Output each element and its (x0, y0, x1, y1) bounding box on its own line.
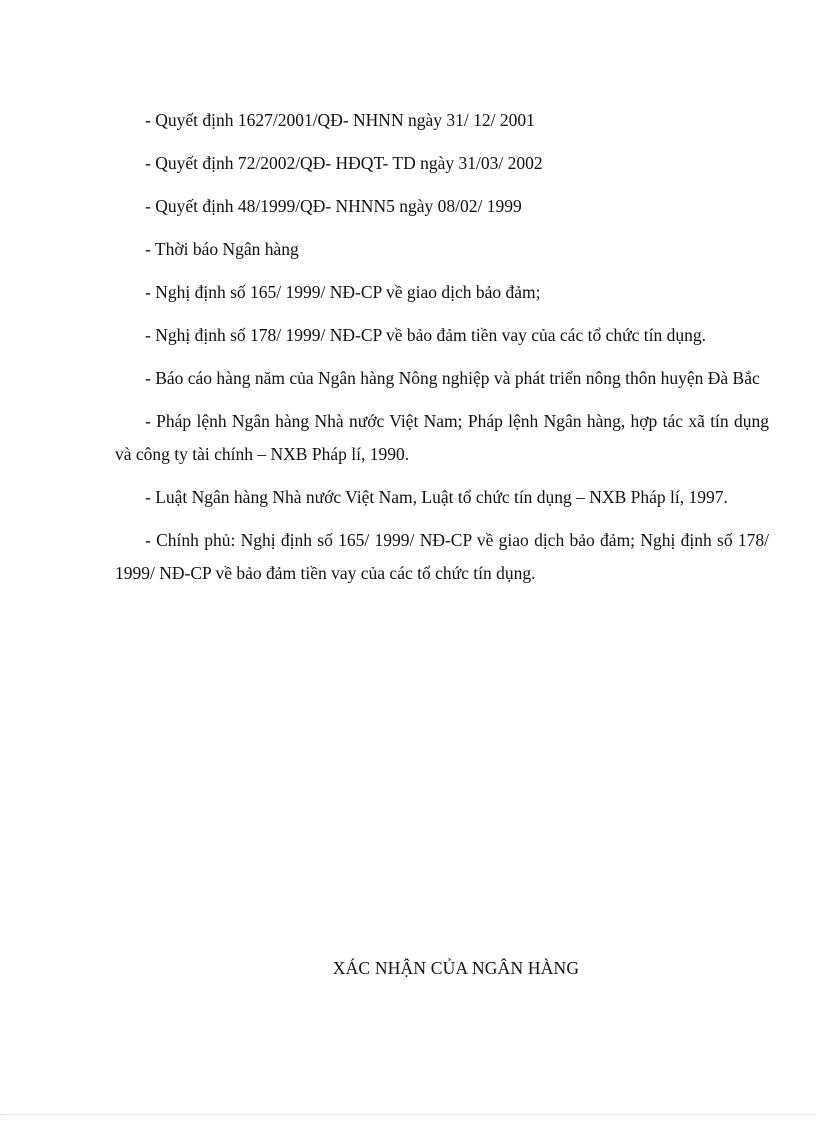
reference-list (115, 104, 769, 600)
reference-item-9: - Luật Ngân hàng Nhà nước Việt Nam, Luật tổ chức tín dụng – NXB Pháp lí, 1997. (145, 487, 728, 507)
reference-item-10: - Chính phủ: Nghị định số 165/ 1999/ NĐ-CP về giao dịch bảo đảm; Nghị định số 178/ 1999/ NĐ-CP về bảo đảm tiền vay của các tổ chức tín dụng. (115, 530, 769, 583)
reference-item-8: - Pháp lệnh Ngân hàng Nhà nước Việt Nam; Pháp lệnh Ngân hàng, hợp tác xã tín dụng và công ty tài chính – NXB Pháp lí, 1990. (115, 411, 769, 464)
reference-item-6: - Nghị định số 178/ 1999/ NĐ-CP về bảo đảm tiền vay của các tổ chức tín dụng. (145, 325, 706, 345)
reference-item-4: - Thời báo Ngân hàng (145, 239, 299, 259)
reference-item-5: - Nghị định số 165/ 1999/ NĐ-CP về giao dịch bảo đảm; (145, 282, 541, 302)
reference-item-7: - Báo cáo hàng năm của Ngân hàng Nông nghiệp và phát triển nông thôn huyện Đà Bắc (145, 368, 760, 388)
bank-confirmation-heading: XÁC NHẬN CỦA NGÂN HÀNG (332, 958, 580, 978)
page-bottom-divider (0, 1114, 816, 1115)
reference-item-3: - Quyết định 48/1999/QĐ- NHNN5 ngày 08/02/ 1999 (145, 196, 522, 216)
reference-item-1: - Quyết định 1627/2001/QĐ- NHNN ngày 31/ 12/ 2001 (145, 110, 535, 130)
reference-item-2: - Quyết định 72/2002/QĐ- HĐQT- TD ngày 31/03/ 2002 (145, 153, 543, 173)
